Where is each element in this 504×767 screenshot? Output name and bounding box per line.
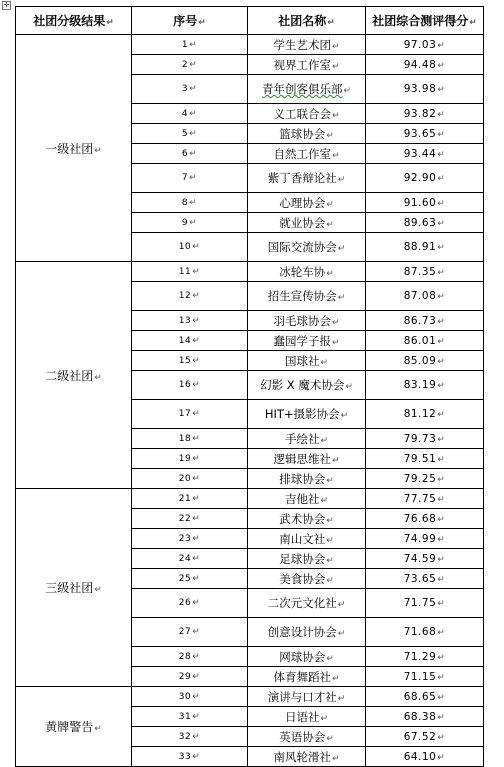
rank-cell: 23↵ <box>132 529 248 549</box>
rank-cell: 27↵ <box>132 618 248 647</box>
score-cell: 94.48↵ <box>366 55 484 75</box>
score-cell: 93.98↵ <box>366 75 484 104</box>
score-cell: 73.65↵ <box>366 569 484 589</box>
club-name-cell: 演讲与口才社↵ <box>248 687 366 707</box>
score-cell: 93.82↵ <box>366 104 484 124</box>
header-tier: 社团分级结果↵ <box>16 7 132 35</box>
club-name-cell: 网球协会↵ <box>248 647 366 667</box>
score-cell: 91.60↵ <box>366 193 484 213</box>
club-name-cell: 足球协会↵ <box>248 549 366 569</box>
club-name-cell: 武术协会↵ <box>248 509 366 529</box>
club-name-cell: 手绘社↵ <box>248 429 366 449</box>
score-cell: 76.68↵ <box>366 509 484 529</box>
score-cell: 74.99↵ <box>366 529 484 549</box>
rank-cell: 30↵ <box>132 687 248 707</box>
rank-cell: 13↵ <box>132 311 248 331</box>
score-cell: 79.25↵ <box>366 469 484 489</box>
rank-cell: 5↵ <box>132 124 248 144</box>
club-name-cell: 排球协会↵ <box>248 469 366 489</box>
club-name-cell: 紫丁香辩论社↵ <box>248 164 366 193</box>
rank-cell: 33↵ <box>132 747 248 767</box>
club-name-cell: 幻影 X 魔术协会↵ <box>248 371 366 400</box>
score-cell: 89.63↵ <box>366 213 484 233</box>
rank-cell: 22↵ <box>132 509 248 529</box>
club-name-cell: 篮球协会↵ <box>248 124 366 144</box>
club-name-cell: 英语协会↵ <box>248 727 366 747</box>
tier-cell: 一级社团↵ <box>16 35 132 262</box>
rank-cell: 20↵ <box>132 469 248 489</box>
club-name-cell: 就业协会↵ <box>248 213 366 233</box>
score-cell: 79.73↵ <box>366 429 484 449</box>
rank-cell: 28↵ <box>132 647 248 667</box>
score-cell: 68.38↵ <box>366 707 484 727</box>
score-cell: 86.73↵ <box>366 311 484 331</box>
score-cell: 92.90↵ <box>366 164 484 193</box>
rank-cell: 7↵ <box>132 164 248 193</box>
rank-cell: 3↵ <box>132 75 248 104</box>
score-cell: 67.52↵ <box>366 727 484 747</box>
table-header-row <box>16 7 484 35</box>
table-move-handle-icon[interactable]: ✛ <box>3 1 10 9</box>
score-cell: 77.75↵ <box>366 489 484 509</box>
club-name-cell: 逻辑思维社↵ <box>248 449 366 469</box>
header-name: 社团名称↵ <box>248 7 366 35</box>
score-cell: 93.44↵ <box>366 144 484 164</box>
table-row <box>16 35 484 55</box>
rank-cell: 12↵ <box>132 282 248 311</box>
club-name-cell: 义工联合会↵ <box>248 104 366 124</box>
score-cell: 86.01↵ <box>366 331 484 351</box>
rank-cell: 2↵ <box>132 55 248 75</box>
rank-cell: 11↵ <box>132 262 248 282</box>
rank-cell: 10↵ <box>132 233 248 262</box>
score-cell: 74.59↵ <box>366 549 484 569</box>
club-name-cell: 南山文社↵ <box>248 529 366 549</box>
score-cell: 71.15↵ <box>366 667 484 687</box>
table-body <box>16 35 484 767</box>
tier-cell: 黄牌警告↵ <box>16 687 132 767</box>
score-cell: 85.09↵ <box>366 351 484 371</box>
table-row <box>16 687 484 707</box>
club-name-cell: 美食协会↵ <box>248 569 366 589</box>
score-cell: 87.08↵ <box>366 282 484 311</box>
rank-cell: 24↵ <box>132 549 248 569</box>
club-rating-table <box>15 6 484 767</box>
rank-cell: 31↵ <box>132 707 248 727</box>
rank-cell: 18↵ <box>132 429 248 449</box>
club-name-cell: 视界工作室↵ <box>248 55 366 75</box>
rank-cell: 14↵ <box>132 331 248 351</box>
rank-cell: 9↵ <box>132 213 248 233</box>
score-cell: 71.75↵ <box>366 589 484 618</box>
score-cell: 83.19↵ <box>366 371 484 400</box>
club-name-cell: 心理协会↵ <box>248 193 366 213</box>
club-name-cell: 冰轮车协↵ <box>248 262 366 282</box>
club-name-cell: 体育舞蹈社↵ <box>248 667 366 687</box>
club-name-cell: 羽毛球协会↵ <box>248 311 366 331</box>
tier-cell: 二级社团↵ <box>16 262 132 489</box>
club-name-cell: 蠢园学子报↵ <box>248 331 366 351</box>
club-name-cell: 招生宣传协会↵ <box>248 282 366 311</box>
score-cell: 81.12↵ <box>366 400 484 429</box>
table-row <box>16 489 484 509</box>
rank-cell: 21↵ <box>132 489 248 509</box>
score-cell: 97.03↵ <box>366 35 484 55</box>
rank-cell: 1↵ <box>132 35 248 55</box>
table-row <box>16 262 484 282</box>
club-name-cell: 学生艺术团↵ <box>248 35 366 55</box>
score-cell: 71.29↵ <box>366 647 484 667</box>
rank-cell: 19↵ <box>132 449 248 469</box>
score-cell: 88.91↵ <box>366 233 484 262</box>
club-name-cell: 国际交流协会↵ <box>248 233 366 262</box>
club-name-cell: 吉他社↵ <box>248 489 366 509</box>
rank-cell: 29↵ <box>132 667 248 687</box>
rank-cell: 17↵ <box>132 400 248 429</box>
rank-cell: 26↵ <box>132 589 248 618</box>
rank-cell: 32↵ <box>132 727 248 747</box>
rank-cell: 6↵ <box>132 144 248 164</box>
tier-cell: 三级社团↵ <box>16 489 132 687</box>
club-name-cell: 自然工作室↵ <box>248 144 366 164</box>
score-cell: 93.65↵ <box>366 124 484 144</box>
score-cell: 87.35↵ <box>366 262 484 282</box>
club-name-cell: 创意设计协会↵ <box>248 618 366 647</box>
score-cell: 79.51↵ <box>366 449 484 469</box>
score-cell: 68.65↵ <box>366 687 484 707</box>
club-name-cell: 青年创客俱乐部↵ <box>248 75 366 104</box>
score-cell: 64.10↵ <box>366 747 484 767</box>
rank-cell: 16↵ <box>132 371 248 400</box>
rank-cell: 25↵ <box>132 569 248 589</box>
club-name-cell: 南风轮滑社↵ <box>248 747 366 767</box>
header-score: 社团综合测评得分↵ <box>366 7 484 35</box>
club-name-cell: HIT+摄影协会↵ <box>248 400 366 429</box>
rank-cell: 4↵ <box>132 104 248 124</box>
club-name-cell: 日语社↵ <box>248 707 366 727</box>
rank-cell: 8↵ <box>132 193 248 213</box>
club-name-cell: 二次元文化社↵ <box>248 589 366 618</box>
club-name-cell: 国球社↵ <box>248 351 366 371</box>
score-cell: 71.68↵ <box>366 618 484 647</box>
rank-cell: 15↵ <box>132 351 248 371</box>
header-rank: 序号↵ <box>132 7 248 35</box>
